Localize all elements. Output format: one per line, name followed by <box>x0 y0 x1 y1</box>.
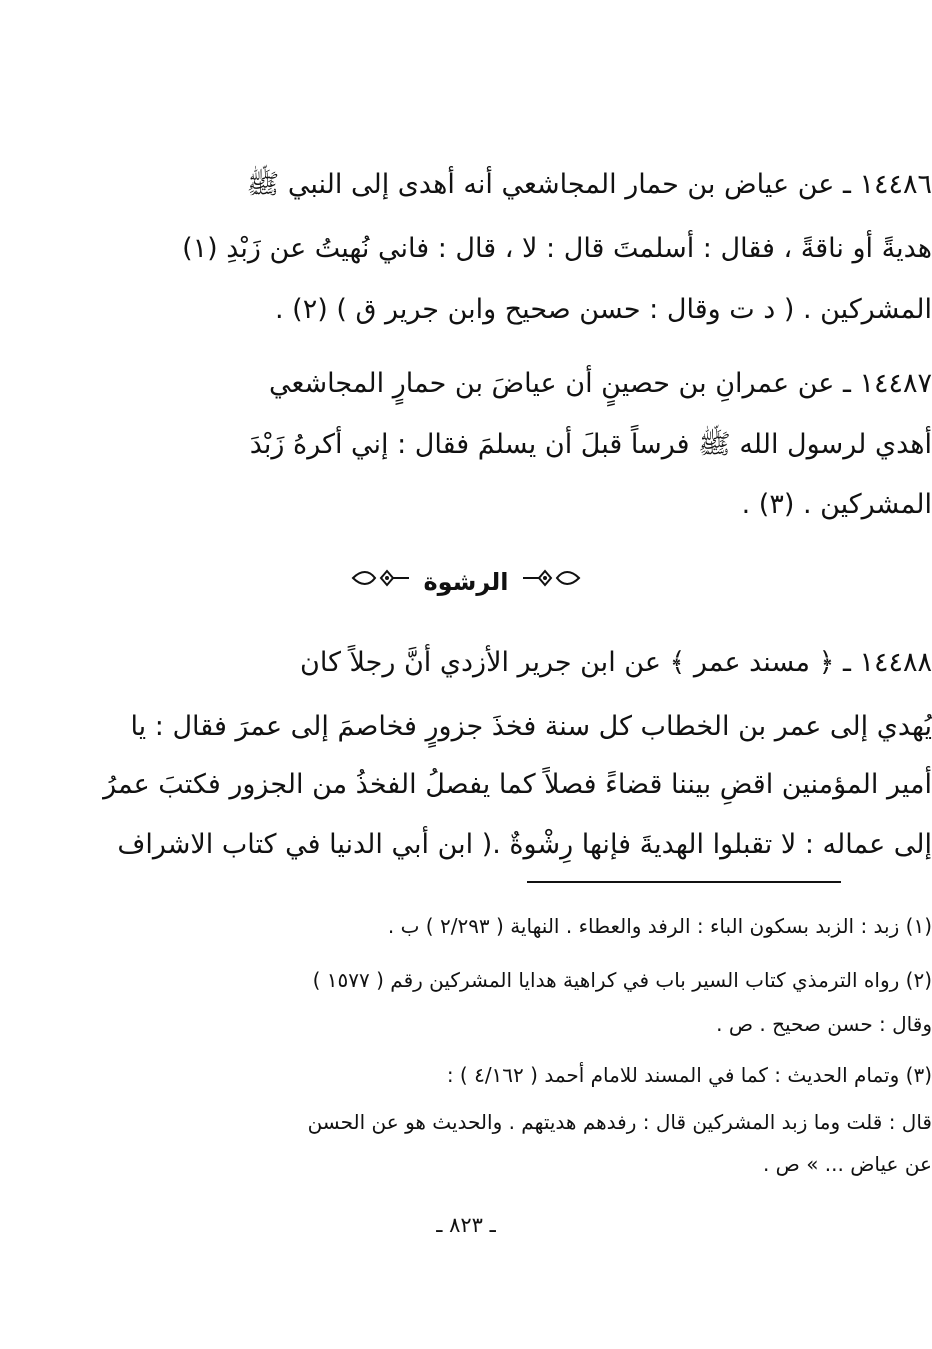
hadith-1487-line-2: أهدي لرسول الله ﷺ فرساً قبلَ أن يسلمَ فقال : إني أكرهُ زَبْدَ <box>249 429 932 460</box>
footnote-2-line-2: وقال : حسن صحيح . ص . <box>716 1012 932 1036</box>
hadith-1486-line-2: هديةً أو ناقةً ، فقال : أسلمتَ قال : لا ، قال : فاني نُهيتُ عن زَبْدِ (١) <box>182 233 932 264</box>
section-title: الرشوة <box>423 568 509 596</box>
page-number: ـ ٨٢٣ ـ <box>436 1213 496 1237</box>
hadith-1486-line-1: ١٤٤٨٦ ـ عن عياض بن حمار المجاشعي أنه أهدى إلى النبي ﷺ <box>246 169 932 200</box>
footnote-3-line-2: قال : قلت وما زبد المشركين قال : رفدهم هديتهم . والحديث هو عن الحسن <box>307 1110 932 1134</box>
hadith-1487-line-3: المشركين . (٣) . <box>741 489 932 520</box>
footnote-2-line-1: (٢) رواه الترمذي كتاب السير باب في كراهية هدايا المشركين رقم ( ١٥٧٧ ) <box>312 968 932 992</box>
footnote-3-line-3: عن عياض ... » ص . <box>762 1152 932 1176</box>
footnote-1: (١) زبد : الزبد بسكون الباء : الرفد والعطاء . النهاية ( ٢/٢٩٣ ) ب . <box>387 914 932 938</box>
hadith-1488-line-1: ١٤٤٨٨ ـ ﴿ مسند عمر ﴾ عن ابن جرير الأزدي أنَّ رجلاً كان <box>300 647 932 678</box>
hadith-1486-line-3: المشركين . ( د ت وقال : حسن صحيح وابن جرير ق ) (٢) . <box>275 294 932 325</box>
footnote-separator <box>527 881 841 883</box>
hadith-1488-line-2: يُهدي إلى عمر بن الخطاب كل سنة فخذَ جزورٍ فخاصمَ إلى عمرَ فقال : يا <box>130 711 932 742</box>
ornament-right-icon <box>521 567 583 599</box>
hadith-1488-line-4: إلى عماله : لا تقبلوا الهديةَ فإنها رِشْوةٌ .( ابن أبي الدنيا في كتاب الاشراف <box>117 829 932 860</box>
footnote-3-line-1: (٣) وتمام الحديث : كما في المسند للامام أحمد ( ٤/١٦٢ ) : <box>446 1063 932 1087</box>
ornament-left-icon <box>349 567 411 599</box>
hadith-1488-line-3: أمير المؤمنين اقضِ بيننا قضاءً فصلاً كما يفصلُ الفخذُ من الجزور فكتبَ عمرُ <box>103 769 932 800</box>
hadith-1487-line-1: ١٤٤٨٧ ـ عن عمرانِ بن حصينٍ أن عياضَ بن حمارٍ المجاشعي <box>269 368 932 399</box>
section-heading <box>0 566 932 599</box>
